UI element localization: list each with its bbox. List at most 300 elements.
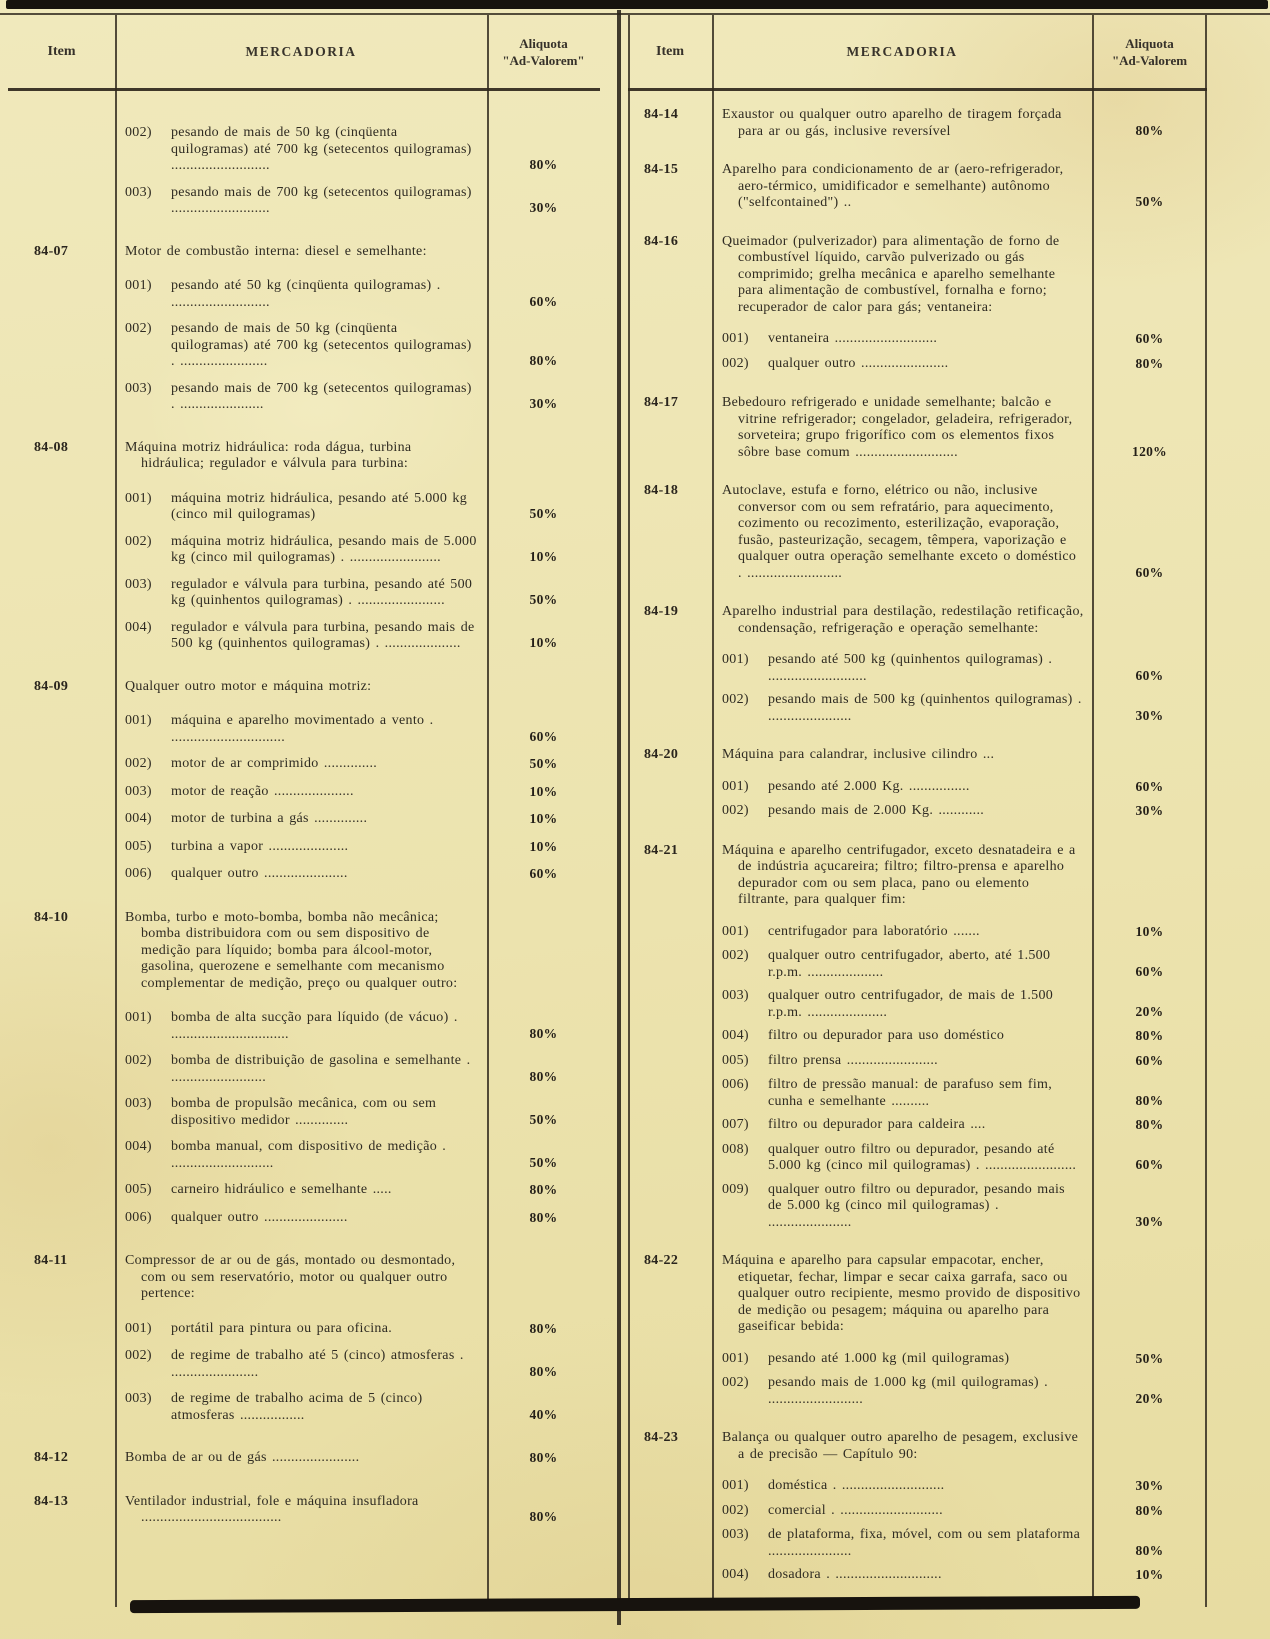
rate-value: 10% <box>529 635 558 650</box>
subitem-body <box>115 1139 487 1172</box>
subitem-text: motor de ar comprimido .............. <box>171 756 378 771</box>
subitem-number: 001) <box>125 1010 152 1025</box>
entry-body <box>115 910 487 1001</box>
entry-main-row <box>8 679 600 704</box>
rate-value: 60% <box>1135 331 1164 346</box>
rate-value: 80% <box>529 1509 558 1524</box>
rate-value: 40% <box>529 1406 558 1422</box>
subitem-body <box>115 784 487 802</box>
subitem-text: máquina motriz hidráulica, pesando até 5.000 kg (cinco mil quilogramas) <box>171 490 468 522</box>
subitem-text: filtro de pressão manual: de parafuso sem fim, cunha e semelhante .......... <box>768 1077 1052 1109</box>
rate-value <box>487 679 600 704</box>
tariff-entry <box>8 679 600 884</box>
subitem-text: pesando até 2.000 Kg. ................ <box>768 778 970 794</box>
entry-code: 84-10 <box>34 909 69 925</box>
subitem-text: dosadora . ............................ <box>768 1567 942 1582</box>
entry-body <box>712 1253 1092 1344</box>
subitem-text: qualquer outro ...................... <box>171 866 348 881</box>
subitem-body <box>115 866 487 884</box>
subitem <box>125 125 479 175</box>
rate-value: 30% <box>1135 1478 1164 1493</box>
rate-value: 60% <box>1135 963 1164 979</box>
rate-value: 120% <box>1132 443 1167 459</box>
rate-value: 60% <box>1135 1052 1164 1068</box>
subitem <box>125 534 479 567</box>
subitem-row <box>628 356 1207 374</box>
subitem-text: de plataforma, fixa, móvel, com ou sem plataforma ...................... <box>768 1527 1081 1559</box>
subitem-row <box>628 1527 1207 1560</box>
entry-body <box>712 1430 1092 1471</box>
entry-text: Bomba de ar ou de gás ....................... <box>125 1450 360 1465</box>
entry-body <box>115 440 487 481</box>
entry-code-spacer <box>8 1053 115 1086</box>
subitem-row <box>8 1348 600 1381</box>
subitem-body <box>712 988 1092 1021</box>
subitem-number: 001) <box>722 778 749 794</box>
subitem-number: 001) <box>722 1478 749 1493</box>
subitem-body <box>712 1142 1092 1175</box>
rate-value: 80% <box>529 1025 558 1041</box>
vertical-rule <box>628 15 630 1607</box>
subitem-text: comercial . ........................... <box>768 1502 943 1518</box>
subitem-number: 002) <box>125 756 152 771</box>
entry-code-spacer <box>8 839 115 857</box>
subitem-number: 002) <box>722 803 749 818</box>
subitem <box>125 811 479 828</box>
entry-main-row <box>8 107 600 115</box>
rate-value: 10% <box>529 811 558 826</box>
subitem-row <box>628 1351 1207 1369</box>
subitem-number: 001) <box>722 331 749 346</box>
entry-main-row <box>628 162 1207 212</box>
tariff-entry <box>628 843 1207 1232</box>
entry-code: 84-14 <box>644 107 679 122</box>
subitem-number: 002) <box>722 948 749 963</box>
subitem-body <box>115 1010 487 1043</box>
entry-body <box>712 162 1092 212</box>
subitem-body <box>712 1375 1092 1408</box>
rate-value: 30% <box>1135 1213 1164 1229</box>
entry-code-spacer <box>8 1096 115 1129</box>
subitem-row <box>628 1478 1207 1496</box>
entry-code-spacer <box>628 1182 712 1232</box>
entry-main-row <box>628 234 1207 325</box>
subitem-body <box>115 1391 487 1424</box>
entry-main-row <box>628 483 1207 582</box>
rate-value: 80% <box>1135 1092 1164 1108</box>
subitem <box>722 692 1084 725</box>
scan-top-bar <box>6 0 1268 9</box>
subitem-body <box>712 1117 1092 1135</box>
entry-body <box>712 395 1092 461</box>
entry-code-spacer <box>8 577 115 610</box>
entry-code-spacer <box>8 1348 115 1381</box>
subitem <box>125 185 479 218</box>
header-aliquota-label <box>1092 35 1207 69</box>
tbody-right <box>628 91 1207 1585</box>
rate-value: 80% <box>529 1363 558 1379</box>
entry-code-spacer <box>8 866 115 884</box>
subitem-number: 003) <box>722 1527 749 1542</box>
subitem <box>722 331 1084 348</box>
subitem-body <box>712 1567 1092 1585</box>
subitem-row <box>8 1139 600 1172</box>
subitem-number: 009) <box>722 1181 749 1197</box>
rate-value <box>487 244 600 269</box>
subitem-row <box>8 1210 600 1228</box>
entry-body <box>712 843 1092 917</box>
right-column <box>628 15 1207 1607</box>
header-aliquota-line2: "Ad-Valorem" <box>502 52 585 68</box>
subitem-body <box>712 1351 1092 1369</box>
subitem <box>125 1139 479 1172</box>
entry-code-spacer <box>628 1503 712 1521</box>
subitem-text: qualquer outro ...................... <box>171 1209 348 1225</box>
subitem <box>125 381 479 414</box>
entry-code-spacer <box>628 1053 712 1071</box>
subitem-row <box>8 811 600 829</box>
rate-value: 60% <box>529 866 558 881</box>
header-aliquota-line2: "Ad-Valorem <box>1111 52 1188 68</box>
entry-code: 84-23 <box>644 1430 679 1445</box>
tariff-entry <box>628 107 1207 140</box>
subitem-text: qualquer outro centrifugador, aberto, até 1.500 r.p.m. .................... <box>768 948 1051 980</box>
entry-code <box>8 107 115 115</box>
entry-text: Bomba, turbo e moto-bomba, bomba não mecânica; bomba distribuidora com ou sem dispositivo de medição para líquido; bomba para álcool-motor, gasolina, querozene e semelhante com mecanismo complementar de medição, preço ou qualquer outro: <box>125 909 458 991</box>
entry-main-row <box>628 107 1207 140</box>
entry-code-spacer <box>8 1321 115 1339</box>
header-mercadoria-label: MERCADORIA <box>245 43 357 59</box>
subitem-number: 005) <box>722 1052 749 1068</box>
subitem-body <box>712 1478 1092 1496</box>
entry-main-row <box>8 244 600 269</box>
subitem-row <box>628 1567 1207 1585</box>
subitem-row <box>628 1077 1207 1110</box>
entry-code-spacer <box>8 756 115 774</box>
subitem-text: bomba de alta sucção para líquido (de vácuo) . ............................... <box>171 1010 458 1042</box>
subitem-body <box>115 125 487 175</box>
entry-code-spacer <box>8 1182 115 1200</box>
rate-value <box>487 107 600 115</box>
entry-code-spacer <box>8 1139 115 1172</box>
rate-value: 50% <box>1135 194 1164 209</box>
subitem-number: 003) <box>125 1391 152 1406</box>
subitem <box>722 1503 1084 1520</box>
subitem <box>125 1096 479 1129</box>
entry-code-spacer <box>628 692 712 725</box>
subitem <box>722 1142 1084 1175</box>
subitem <box>125 1053 479 1086</box>
subitem-number: 002) <box>722 1502 749 1518</box>
subitem <box>125 1182 479 1199</box>
subitem-body <box>712 779 1092 797</box>
entry-text: Aparelho para condicionamento de ar (aero-refrigerador, aero-térmico, umidificador e semelhante) autônomo ("selfcontained") .. <box>722 162 1064 210</box>
rate-value: 80% <box>1135 355 1164 371</box>
subitem-row <box>628 1053 1207 1071</box>
rate-value: 60% <box>1135 1157 1164 1172</box>
entry-code: 84-21 <box>644 842 679 858</box>
subitem-text: bomba manual, com dispositivo de medição . ........................... <box>171 1139 447 1171</box>
entry-code-spacer <box>628 1028 712 1046</box>
subitem-number: 001) <box>125 278 152 293</box>
entry-body <box>115 679 487 704</box>
subitem-body <box>712 652 1092 685</box>
subitem-number: 002) <box>125 1053 152 1068</box>
subitem-text: turbina a vapor ..................... <box>171 838 349 854</box>
subitem <box>722 356 1084 373</box>
rate-value <box>1092 843 1207 917</box>
subitem-text: qualquer outro filtro ou depurador, pesando até 5.000 kg (cinco mil quilogramas) . ........................ <box>768 1141 1077 1173</box>
rate-value: 80% <box>529 157 558 172</box>
subitem <box>722 1117 1084 1134</box>
subitem-number: 006) <box>722 1077 749 1092</box>
rate-value: 50% <box>529 1111 558 1127</box>
entry-text: Bebedouro refrigerado e unidade semelhante; balcão e vitrine refrigerador; congelador, geladeira, refrigerador, sorveteira; grupo frigorífico com os elementos fixos sôbre base comum ........................... <box>722 395 1073 460</box>
subitem-number: 003) <box>125 380 152 396</box>
subitem-row <box>628 948 1207 981</box>
subitem-text: regulador e válvula para turbina, pesando até 500 kg (quinhentos quilogramas) . ....................... <box>171 576 473 608</box>
entry-code-spacer <box>628 652 712 685</box>
rate-value <box>1092 1430 1207 1471</box>
tariff-entry <box>8 1450 600 1468</box>
tariff-entry <box>628 395 1207 461</box>
entry-main-row <box>8 910 600 1001</box>
rate-value: 20% <box>1135 1390 1164 1406</box>
entry-code-spacer <box>8 278 115 311</box>
subitem-text: centrifugador para laboratório ....... <box>768 923 980 939</box>
left-column <box>8 15 600 1607</box>
subitem-number: 002) <box>722 692 749 707</box>
entry-body <box>712 483 1092 582</box>
header-aliquota-line1: Aliquota <box>519 35 568 51</box>
subitem-number: 001) <box>125 1320 152 1336</box>
entry-code-spacer <box>628 1077 712 1110</box>
vertical-rule <box>712 15 714 1607</box>
subitem-text: filtro prensa ........................ <box>768 1052 938 1068</box>
subitem-row <box>8 713 600 746</box>
subitem <box>125 620 479 653</box>
subitem-row <box>628 1503 1207 1521</box>
tariff-entry <box>628 1253 1207 1408</box>
subitem-text: qualquer outro ....................... <box>768 355 949 371</box>
subitem-row <box>8 278 600 311</box>
subitem <box>125 1391 479 1424</box>
entry-text: Aparelho industrial para destilação, redestilação retificação, condensação, refrigeração e operação semelhante: <box>722 604 1084 636</box>
subitem-row <box>8 185 600 218</box>
subitem-body <box>712 1077 1092 1110</box>
subitem-row <box>8 866 600 884</box>
subitem-number: 003) <box>125 184 152 200</box>
tariff-entry <box>628 1430 1207 1585</box>
subitem-number: 006) <box>125 866 152 881</box>
rate-value <box>487 1253 600 1311</box>
subitem <box>125 866 479 883</box>
entry-code-spacer <box>8 381 115 414</box>
rate-value: 80% <box>529 1209 558 1225</box>
header-mercadoria-label: MERCADORIA <box>846 43 958 59</box>
subitem-text: pesando até 50 kg (cinqüenta quilogramas) . .......................... <box>171 278 441 310</box>
subitem-text: pesando mais de 700 kg (setecentos quilogramas) . ...................... <box>171 380 472 412</box>
rate-value <box>487 910 600 1001</box>
entry-code: 84-12 <box>34 1450 69 1465</box>
subitem <box>722 1351 1084 1368</box>
entry-code-spacer <box>628 1351 712 1369</box>
subitem <box>722 1182 1084 1232</box>
subitem-number: 001) <box>722 652 749 667</box>
subitem-text: bomba de distribuição de gasolina e semelhante . ......................... <box>171 1053 471 1085</box>
subitem <box>125 577 479 610</box>
subitem-number: 003) <box>125 783 152 799</box>
header-aliquota-line1: Aliquota <box>1125 35 1174 51</box>
rate-value: 30% <box>529 396 558 411</box>
subitem-row <box>628 803 1207 821</box>
subitem-row <box>628 988 1207 1021</box>
vertical-rule <box>1092 15 1094 1607</box>
rate-value: 60% <box>529 293 558 309</box>
entry-text: Exaustor ou qualquer outro aparelho de tiragem forçada para ar ou gás, inclusive reversível <box>722 107 1062 139</box>
subitem-row <box>628 779 1207 797</box>
subitem-row <box>8 534 600 567</box>
subitem-text: pesando até 500 kg (quinhentos quilogramas) . .......................... <box>768 652 1053 684</box>
entry-main-row <box>628 747 1207 772</box>
entry-code-spacer <box>8 491 115 524</box>
tariff-entry <box>8 440 600 653</box>
entry-code: 84-13 <box>34 1493 69 1509</box>
subitem-body <box>115 1210 487 1228</box>
entry-text: Balança ou qualquer outro aparelho de pesagem, exclusive a de precisão — Capítulo 90: <box>722 1430 1079 1462</box>
subitem-row <box>8 784 600 802</box>
tariff-entry <box>8 244 600 414</box>
subitem-body <box>712 692 1092 725</box>
entry-body <box>712 234 1092 325</box>
entry-body <box>712 604 1092 645</box>
tariff-entry <box>8 1253 600 1424</box>
entry-code-spacer <box>628 1375 712 1408</box>
subitem-text: de regime de trabalho até 5 (cinco) atmosferas . ....................... <box>171 1348 464 1380</box>
entry-text: Ventilador industrial, fole e máquina insufladora ..................................... <box>125 1493 419 1525</box>
subitem-body <box>115 185 487 218</box>
entry-text: Máquina e aparelho centrifugador, exceto desnatadeira e a de indústria açucareira; filtro; filtro-prensa e aparelho depurador com ou sem placa, pano ou elemento filtrante, para qualquer fim: <box>722 842 1076 907</box>
subitem <box>722 803 1084 820</box>
subitem-text: doméstica . ........................... <box>768 1478 945 1493</box>
subitem-row <box>8 1096 600 1129</box>
subitem <box>722 652 1084 685</box>
subitem-text: qualquer outro centrifugador, de mais de 1.500 r.p.m. ..................... <box>768 988 1054 1020</box>
entry-main-row <box>8 1450 600 1468</box>
subitem-row <box>8 1182 600 1200</box>
subitem-row <box>8 125 600 175</box>
rate-value: 30% <box>1135 803 1164 818</box>
rate-value: 30% <box>1135 707 1164 723</box>
rate-value: 80% <box>529 1320 558 1336</box>
rate-value <box>487 440 600 481</box>
rate-value: 10% <box>529 838 558 854</box>
entry-code: 84-09 <box>34 678 69 694</box>
entry-code-spacer <box>628 356 712 374</box>
rate-value: 80% <box>1135 1502 1164 1518</box>
subitem <box>125 713 479 746</box>
entry-code-spacer <box>628 779 712 797</box>
subitem-text: pesando mais de 700 kg (setecentos quilogramas) .......................... <box>171 184 472 216</box>
entry-text: Queimador (pulverizador) para alimentação de forno de combustível líquido, carvão pulverizado ou gás comprimido; grelha mecânica e aparelho semelhante para alimentação de combustível, fornalha e forno; recuperador de calor para gás; ventaneira: <box>722 233 1060 315</box>
table-header-left <box>8 15 600 91</box>
subitem-number: 004) <box>722 1567 749 1582</box>
subitem-number: 002) <box>125 1348 152 1363</box>
rate-value: 20% <box>1135 1003 1164 1019</box>
entry-code-spacer <box>8 185 115 218</box>
subitem <box>722 1053 1084 1070</box>
rate-value: 50% <box>1135 1350 1164 1366</box>
rate-value: 50% <box>529 592 558 607</box>
subitem-body <box>712 331 1092 349</box>
tariff-entry <box>8 1494 600 1527</box>
entry-code: 84-15 <box>644 162 679 177</box>
subitem-body <box>712 356 1092 374</box>
subitem-body <box>115 1321 487 1339</box>
subitem-text: filtro ou depurador para caldeira .... <box>768 1117 986 1132</box>
rate-value <box>1092 747 1207 772</box>
subitem-body <box>115 1348 487 1381</box>
subitem-row <box>628 1028 1207 1046</box>
subitem-row <box>8 839 600 857</box>
subitem <box>125 1348 479 1381</box>
subitem <box>722 948 1084 981</box>
rate-value: 50% <box>529 1154 558 1170</box>
rate-value: 80% <box>529 353 558 368</box>
entry-code: 84-22 <box>644 1253 679 1268</box>
entry-body <box>712 107 1092 140</box>
subitem-text: pesando mais de 2.000 Kg. ............ <box>768 803 985 818</box>
subitem-text: máquina e aparelho movimentado a vento . .............................. <box>171 713 434 745</box>
subitem-number: 003) <box>722 988 749 1003</box>
entry-code-spacer <box>8 534 115 567</box>
subitem-number: 004) <box>125 619 152 635</box>
subitem-body <box>115 278 487 311</box>
entry-code: 84-19 <box>644 604 679 619</box>
entry-body <box>115 1494 487 1527</box>
entry-code-spacer <box>8 321 115 371</box>
subitem-row <box>8 1321 600 1339</box>
rate-value: 80% <box>1135 1117 1164 1132</box>
subitem <box>125 1210 479 1227</box>
rate-value: 80% <box>1135 1028 1164 1043</box>
entry-code: 84-20 <box>644 747 679 762</box>
rate-value <box>1092 604 1207 645</box>
entry-text: Qualquer outro motor e máquina motriz: <box>125 678 372 694</box>
entry-code-spacer <box>628 1527 712 1560</box>
subitem <box>125 278 479 311</box>
tariff-entry <box>628 483 1207 582</box>
subitem <box>722 924 1084 941</box>
subitem <box>125 756 479 773</box>
entry-code-spacer <box>628 1567 712 1585</box>
rate-value: 10% <box>1135 1567 1164 1582</box>
entry-code-spacer <box>628 988 712 1021</box>
subitem-row <box>8 491 600 524</box>
subitem-row <box>8 381 600 414</box>
subitem-number: 008) <box>722 1141 749 1157</box>
subitem-text: pesando de mais de 50 kg (cinqüenta quilogramas) até 700 kg (setecentos quilogramas) . ....................... <box>171 321 472 369</box>
subitem-body <box>712 1028 1092 1046</box>
subitem <box>722 1375 1084 1408</box>
entry-main-row <box>628 395 1207 461</box>
entry-code-spacer <box>8 811 115 829</box>
rate-value <box>1092 1253 1207 1344</box>
entry-main-row <box>628 1430 1207 1471</box>
subitem-row <box>8 620 600 653</box>
header-item-label: Item <box>47 43 76 59</box>
tariff-entry <box>628 747 1207 821</box>
